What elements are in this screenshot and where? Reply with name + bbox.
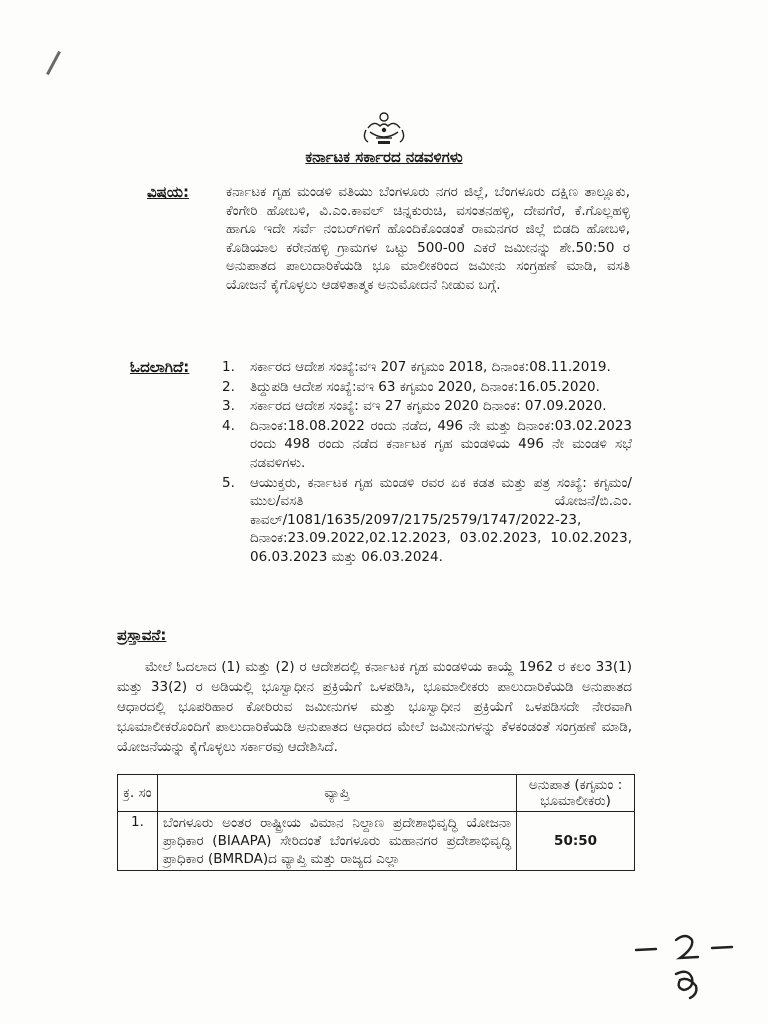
reference-number: 1. xyxy=(222,359,235,375)
column-header-scope: ವ್ಯಾಪ್ತಿ xyxy=(157,775,516,812)
reference-number: 3. xyxy=(222,398,235,415)
cell-sno: 1. xyxy=(118,812,158,871)
cell-ratio: 50:50 xyxy=(517,812,635,871)
reference-number: 4. xyxy=(222,417,235,434)
list-item xyxy=(222,397,632,416)
list-item xyxy=(222,474,632,567)
reference-text: ಆಯುಕ್ತರು, ಕರ್ನಾಟಕ ಗೃಹ ಮಂಡಳಿ ರವರ ಏಕ ಕಡತ ಮತ್ತು ಪತ್ರ ಸಂಖ್ಯೆ: ಕಗೃಮಂ/ಮುಲ/ವಸತಿ ಯೋಜನೆ/ಬಿ.ಎಂ. ಕಾವಲ್/1081/1635/2097/2175/2579/1747/2022-23, ದಿನಾಂಕ:23.09.2022,02.12.2023, 03.02.2023, 10.02.2023, 06.03.2023 ಮತ್ತು 06.03.2024. xyxy=(250,474,632,565)
page-mark-text: -2- xyxy=(632,930,634,931)
list-item xyxy=(222,358,632,377)
reference-text: ದಿನಾಂಕ:18.08.2022 ರಂದು ನಡೆದ, 496 ನೇ ಮತ್ತು ದಿನಾಂಕ:03.02.2023 ರಂದು 498 ರಂದು ನಡೆದ ಕರ್ನಾಟಕ ಗೃಹ ಮಂಡಳಿಯ 496 ನೇ ಮಂಡಳಿ ಸಭೆ ನಡವಳಿಗಳು. xyxy=(250,417,632,471)
subject-text: ಕರ್ನಾಟಕ ಗೃಹ ಮಂಡಳಿ ವತಿಯು ಬೆಂಗಳೂರು ನಗರ ಜಿಲ್ಲೆ, ಬೆಂಗಳೂರು ದಕ್ಷಿಣ ತಾಲ್ಲೂಕು, ಕೆಂಗೇರಿ ಹೋಬಳಿ, ವಿ.ಎಂ.ಕಾವಲ್ ಚಿನ್ನಕುರುಚಿ, ವಸಂತನಹಳ್ಳಿ, ದೇವಗೆರೆ, ಕೆ.ಗೊಲ್ಲಹಳ್ಳಿ ಹಾಗೂ ಇದೇ ಸರ್ವೆ ನಂಬರ್‌ಗಳಿಗೆ ಹೊಂದಿಕೊಂಡಂತೆ ರಾಮನಗರ ಜಿಲ್ಲೆ ಬಿಡದಿ ಹೋಬಳಿ, ಕೊಡಿಯಾಲ ಕರೇನಹಳ್ಳಿ ಗ್ರಾಮಗಳ ಒಟ್ಟು 500-00 ಎಕರೆ ಜಮೀನನ್ನು ಶೇ.50:50 ರ ಅನುಪಾತದ ಪಾಲುದಾರಿಕೆಯಡಿ ಭೂ ಮಾಲೀಕರಿಂದ ಜಮೀನು ಸಂಗ್ರಹಣೆ ಮಾಡಿ, ವಸತಿ ಯೋಜನೆ ಕೈಗೊಳ್ಳಲು ಆಡಳಿತಾತ್ಮಕ ಅನುಮೋದನೆ ನೀಡುವ ಬಗ್ಗೆ. xyxy=(226,184,630,293)
page-title: ಕರ್ನಾಟಕ ಸರ್ಕಾರದ ನಡವಳಿಗಳು xyxy=(305,148,463,166)
table-header-row xyxy=(118,775,635,812)
references-label: ಓದಲಾಗಿದೆ: xyxy=(130,358,190,376)
reference-text: ಸರ್ಕಾರದ ಆದೇಶ ಸಂಖ್ಯೆ:ವಇ 207 ಕಗೃಮಂ 2018, ದಿನಾಂಕ:08.11.2019. xyxy=(250,359,611,375)
reference-text: ಸರ್ಕಾರದ ಆದೇಶ ಸಂಖ್ಯೆ: ವಇ 27 ಕಗೃಮಂ 2020 ದಿನಾಂಕ: 07.09.2020. xyxy=(250,398,607,415)
cell-scope: ಬೆಂಗಳೂರು ಅಂತರ ರಾಷ್ಟ್ರೀಯ ವಿಮಾನ ನಿಲ್ದಾಣ ಪ್ರದೇಶಾಭಿವೃದ್ಧಿ ಯೋಜನಾ ಪ್ರಾಧಿಕಾರ (BIAAPA) ಸೇರಿದಂತೆ ಬೆಂಗಳೂರು ಮಹಾನಗರ ಪ್ರದೇಶಾಭಿವೃದ್ಧಿ ಪ್ರಾಧಿಕಾರ (BMRDA)ದ ವ್ಯಾಪ್ತಿ ಮತ್ತು ರಾಜ್ಯದ ಎಲ್ಲಾ xyxy=(157,812,516,871)
ratio-table xyxy=(117,774,635,871)
reference-number: 5. xyxy=(222,474,235,491)
list-item xyxy=(222,378,632,397)
handwritten-page-number xyxy=(632,930,742,1000)
preamble-label: ಪ್ರಸ್ತಾವನೆ: xyxy=(117,626,167,644)
table-row xyxy=(118,812,635,871)
karnataka-emblem-icon xyxy=(356,108,412,148)
list-item xyxy=(222,417,632,473)
pen-mark xyxy=(46,51,61,75)
preamble-text: ಮೇಲೆ ಓದಲಾದ (1) ಮತ್ತು (2) ರ ಆದೇಶದಲ್ಲಿ ಕರ್ನಾಟಕ ಗೃಹ ಮಂಡಳಿಯ ಕಾಯ್ದೆ 1962 ರ ಕಲಂ 33(1) ಮತ್ತು 33(2) ರ ಅಡಿಯಲ್ಲಿ ಭೂಸ್ವಾಧೀನ ಪ್ರಕ್ರಿಯೆಗೆ ಒಳಪಡಿಸಿ, ಭೂಮಾಲೀಕರು ಪಾಲುದಾರಿಕೆಯಡಿ ಅನುಪಾತದ ಆಧಾರದಲ್ಲಿ ಭೂಪರಿಹಾರ ಕೋರಿರುವ ಜಮೀನುಗಳ ಮತ್ತು ಭೂಸ್ವಾಧೀನ ಪ್ರಕ್ರಿಯೆಗೆ ಒಳಪಡಿಸದೇ ನೇರವಾಗಿ ಭೂಮಾಲೀಕರೊಂದಿಗೆ ಪಾಲುದಾರಿಕೆಯಡಿ ಅನುಪಾತದ ಆಧಾರದ ಮೇಲೆ ಜಮೀನುಗಳನ್ನು ಕೆಳಕಂಡಂತೆ ಸಂಗ್ರಹಣೆ ಮಾಡಿ, ಯೋಜನೆಯನ್ನು ಕೈಗೊಳ್ಳಲು ಸರ್ಕಾರವು ಆದೇಶಿಸಿದೆ. xyxy=(117,659,632,755)
column-header-sno: ಕ್ರ. ಸಂ xyxy=(118,775,158,812)
column-header-ratio: ಅನುಪಾತ (ಕಗೃಮಂ : ಭೂಮಾಲೀಕರು) xyxy=(517,775,635,812)
reference-text: ತಿದ್ದುಪಡಿ ಆದೇಶ ಸಂಖ್ಯೆ:ವಇ 63 ಕಗೃಮಂ 2020, ದಿನಾಂಕ:16.05.2020. xyxy=(250,378,600,395)
references-list xyxy=(222,358,632,568)
reference-number: 2. xyxy=(222,378,235,395)
subject-label: ವಿಷಯ: xyxy=(147,183,189,201)
